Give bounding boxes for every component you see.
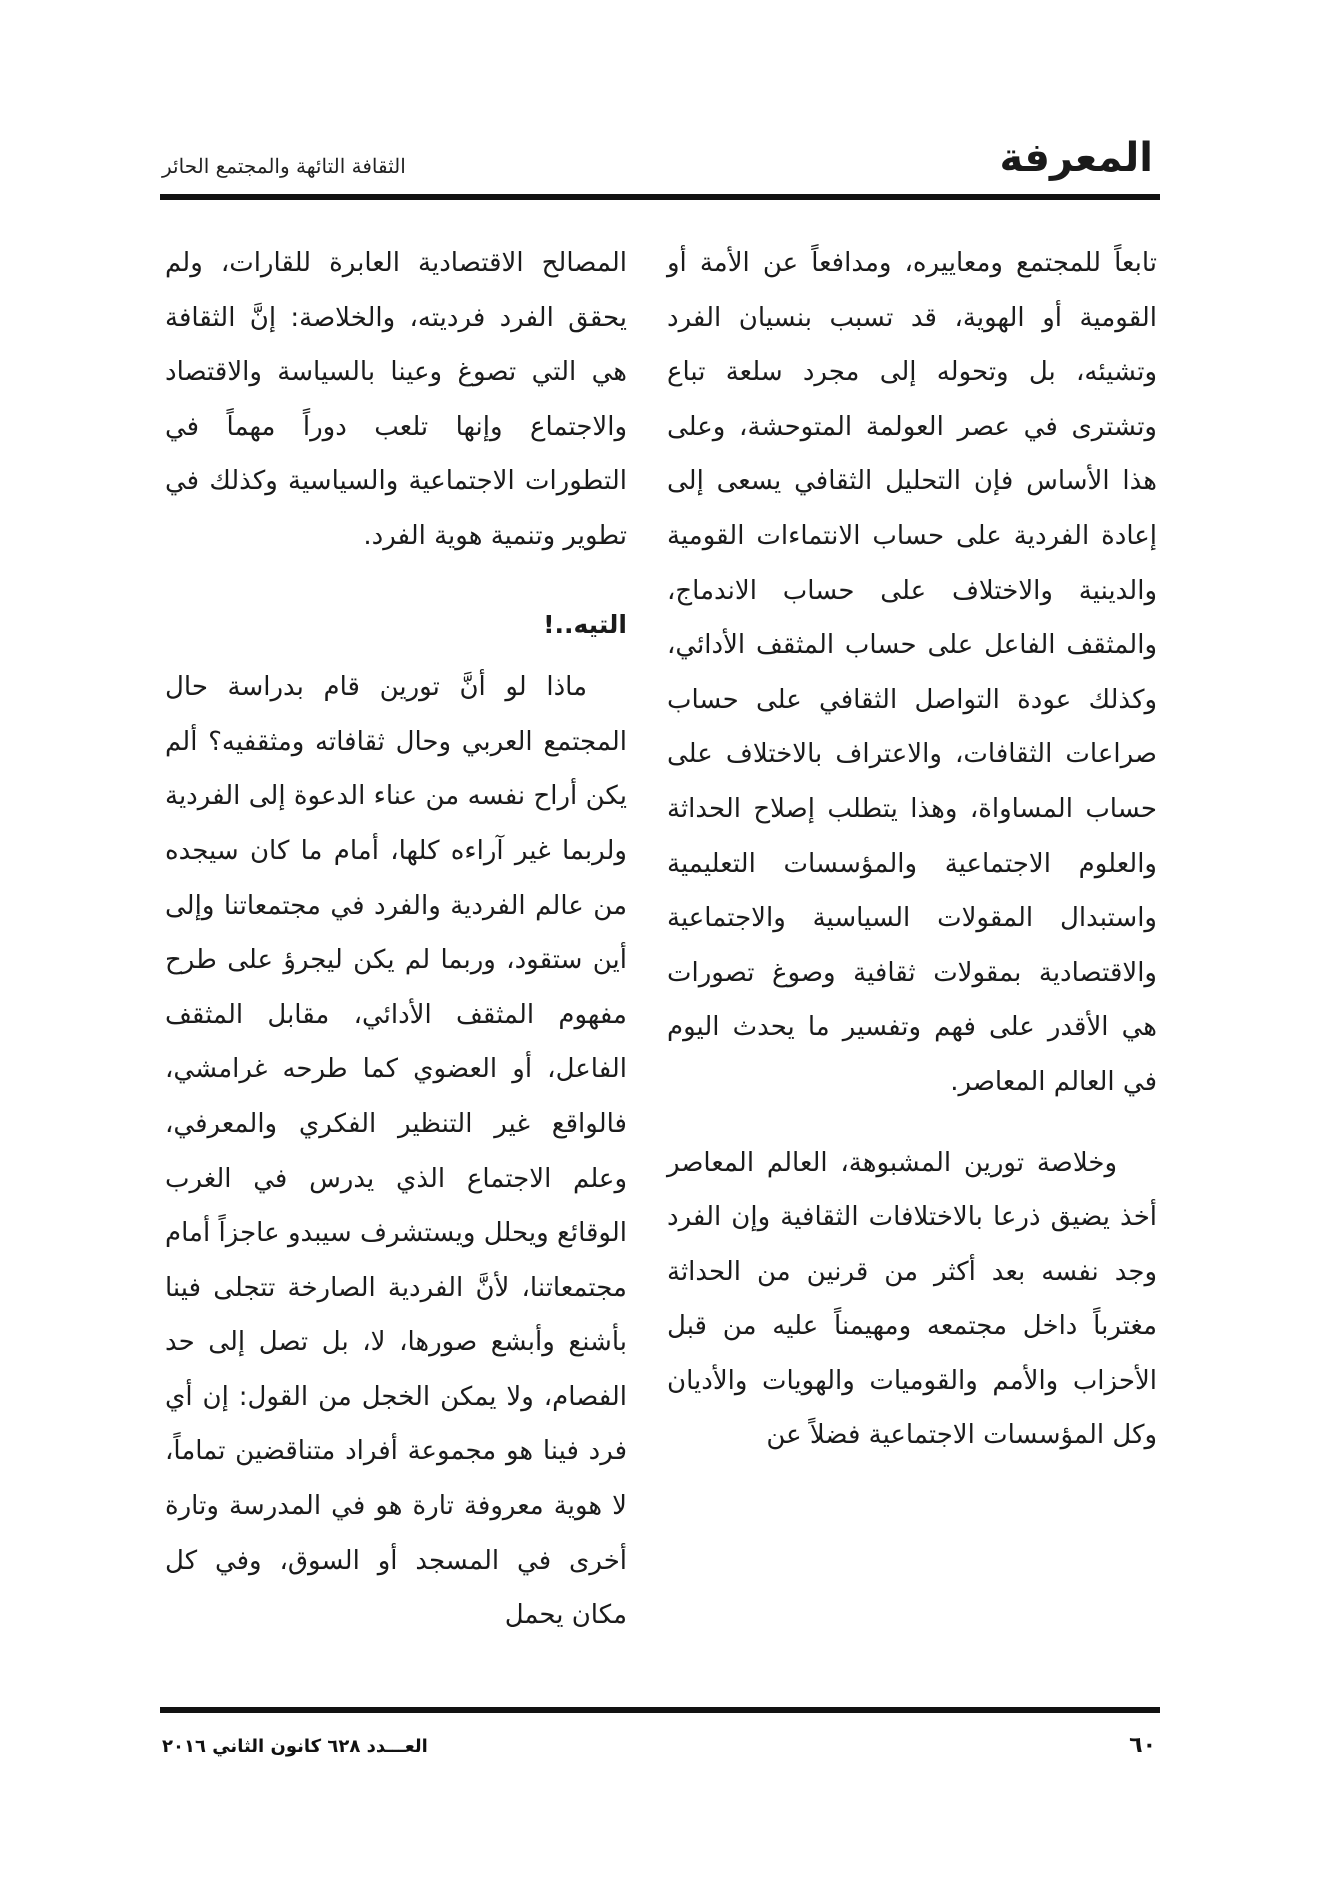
running-header-title: الثقافة التائهة والمجتمع الحائر [162,154,406,178]
body-paragraph: تابعاً للمجتمع ومعاييره، ومدافعاً عن الأمة أو القومية أو الهوية، قد تسبب بنسيان الفرد وتشيئه، بل وتحوله إلى مجرد سلعة تباع وتشترى في عصر العولمة المتوحشة، وعلى هذا الأساس فإن التحليل الثقافي يسعى إلى إعادة الفردية على حساب الانتماءات القومية والدينية والاختلاف على حساب الاندماج، والمثقف الفاعل على حساب المثقف الأدائي، وكذلك عودة التواصل الثقافي على حساب صراعات الثقافات، والاعتراف بالاختلاف على حساب المساواة، وهذا يتطلب إصلاح الحداثة والعلوم الاجتماعية والمؤسسات التعليمية واستبدال المقولات السياسية والاجتماعية والاقتصادية بمقولات ثقافية وصوغ تصورات هي الأقدر على فهم وتفسير ما يحدث اليوم في العالم المعاصر. [667,248,1157,1097]
body-paragraph: ماذا لو أنَّ تورين قام بدراسة حال المجتمع العربي وحال ثقافاته ومثقفيه؟ ألم يكن أراح نفسه من عناء الدعوة إلى الفردية ولربما غير آراءه كلها، أمام ما كان سيجده من عالم الفردية والفرد في مجتمعاتنا وإلى أين ستقود، وربما لم يكن ليجرؤ على طرح مفهوم المثقف الأدائي، مقابل المثقف الفاعل، أو العضوي كما طرحه غرامشي، فالواقع غير التنظير الفكري والمعرفي، وعلم الاجتماع الذي يدرس في الغرب الوقائع ويحلل ويستشرف سيبدو عاجزاً أمام مجتمعاتنا، لأنَّ الفردية الصارخة تتجلى فينا بأشنع وأبشع صورها، لا، بل تصل إلى حد الفصام، ولا يمكن الخجل من القول: إن أي فرد فينا هو مجموعة أفراد متناقضين تماماً، لا هوية معروفة تارة هو في المدرسة وتارة أخرى في المسجد أو السوق، وفي كل مكان يحمل [165,672,627,1631]
page-number: ٦٠ [1129,1733,1156,1758]
footer-rule [160,1707,1160,1713]
issue-info: العـــدد ٦٢٨ كانون الثاني ٢٠١٦ [162,1736,428,1757]
body-paragraph: وخلاصة تورين المشبوهة، العالم المعاصر أخذ يضيق ذرعا بالاختلافات الثقافية وإن الفرد وجد نفسه بعد أكثر من قرنين من الحداثة مغترباً داخل مجتمعه ومهيمناً عليه من قبل الأحزاب والأمم والقوميات والهويات والأديان وكل المؤسسات الاجتماعية فضلاً عن [667,1147,1157,1451]
right-column [667,236,1157,1463]
left-column [165,236,627,1643]
body-paragraph: المصالح الاقتصادية العابرة للقارات، ولم يحقق الفرد فرديته، والخلاصة: إنَّ الثقافة هي التي تصوغ وعينا بالسياسة والاقتصاد والاجتماع وإنها تلعب دوراً مهماً في التطورات الاجتماعية والسياسية وكذلك في تطوير وتنمية هوية الفرد. [165,248,627,551]
header-rule [160,194,1160,200]
section-subheading: التيه..! [543,609,627,639]
magazine-logo: المعرفة [999,135,1153,181]
